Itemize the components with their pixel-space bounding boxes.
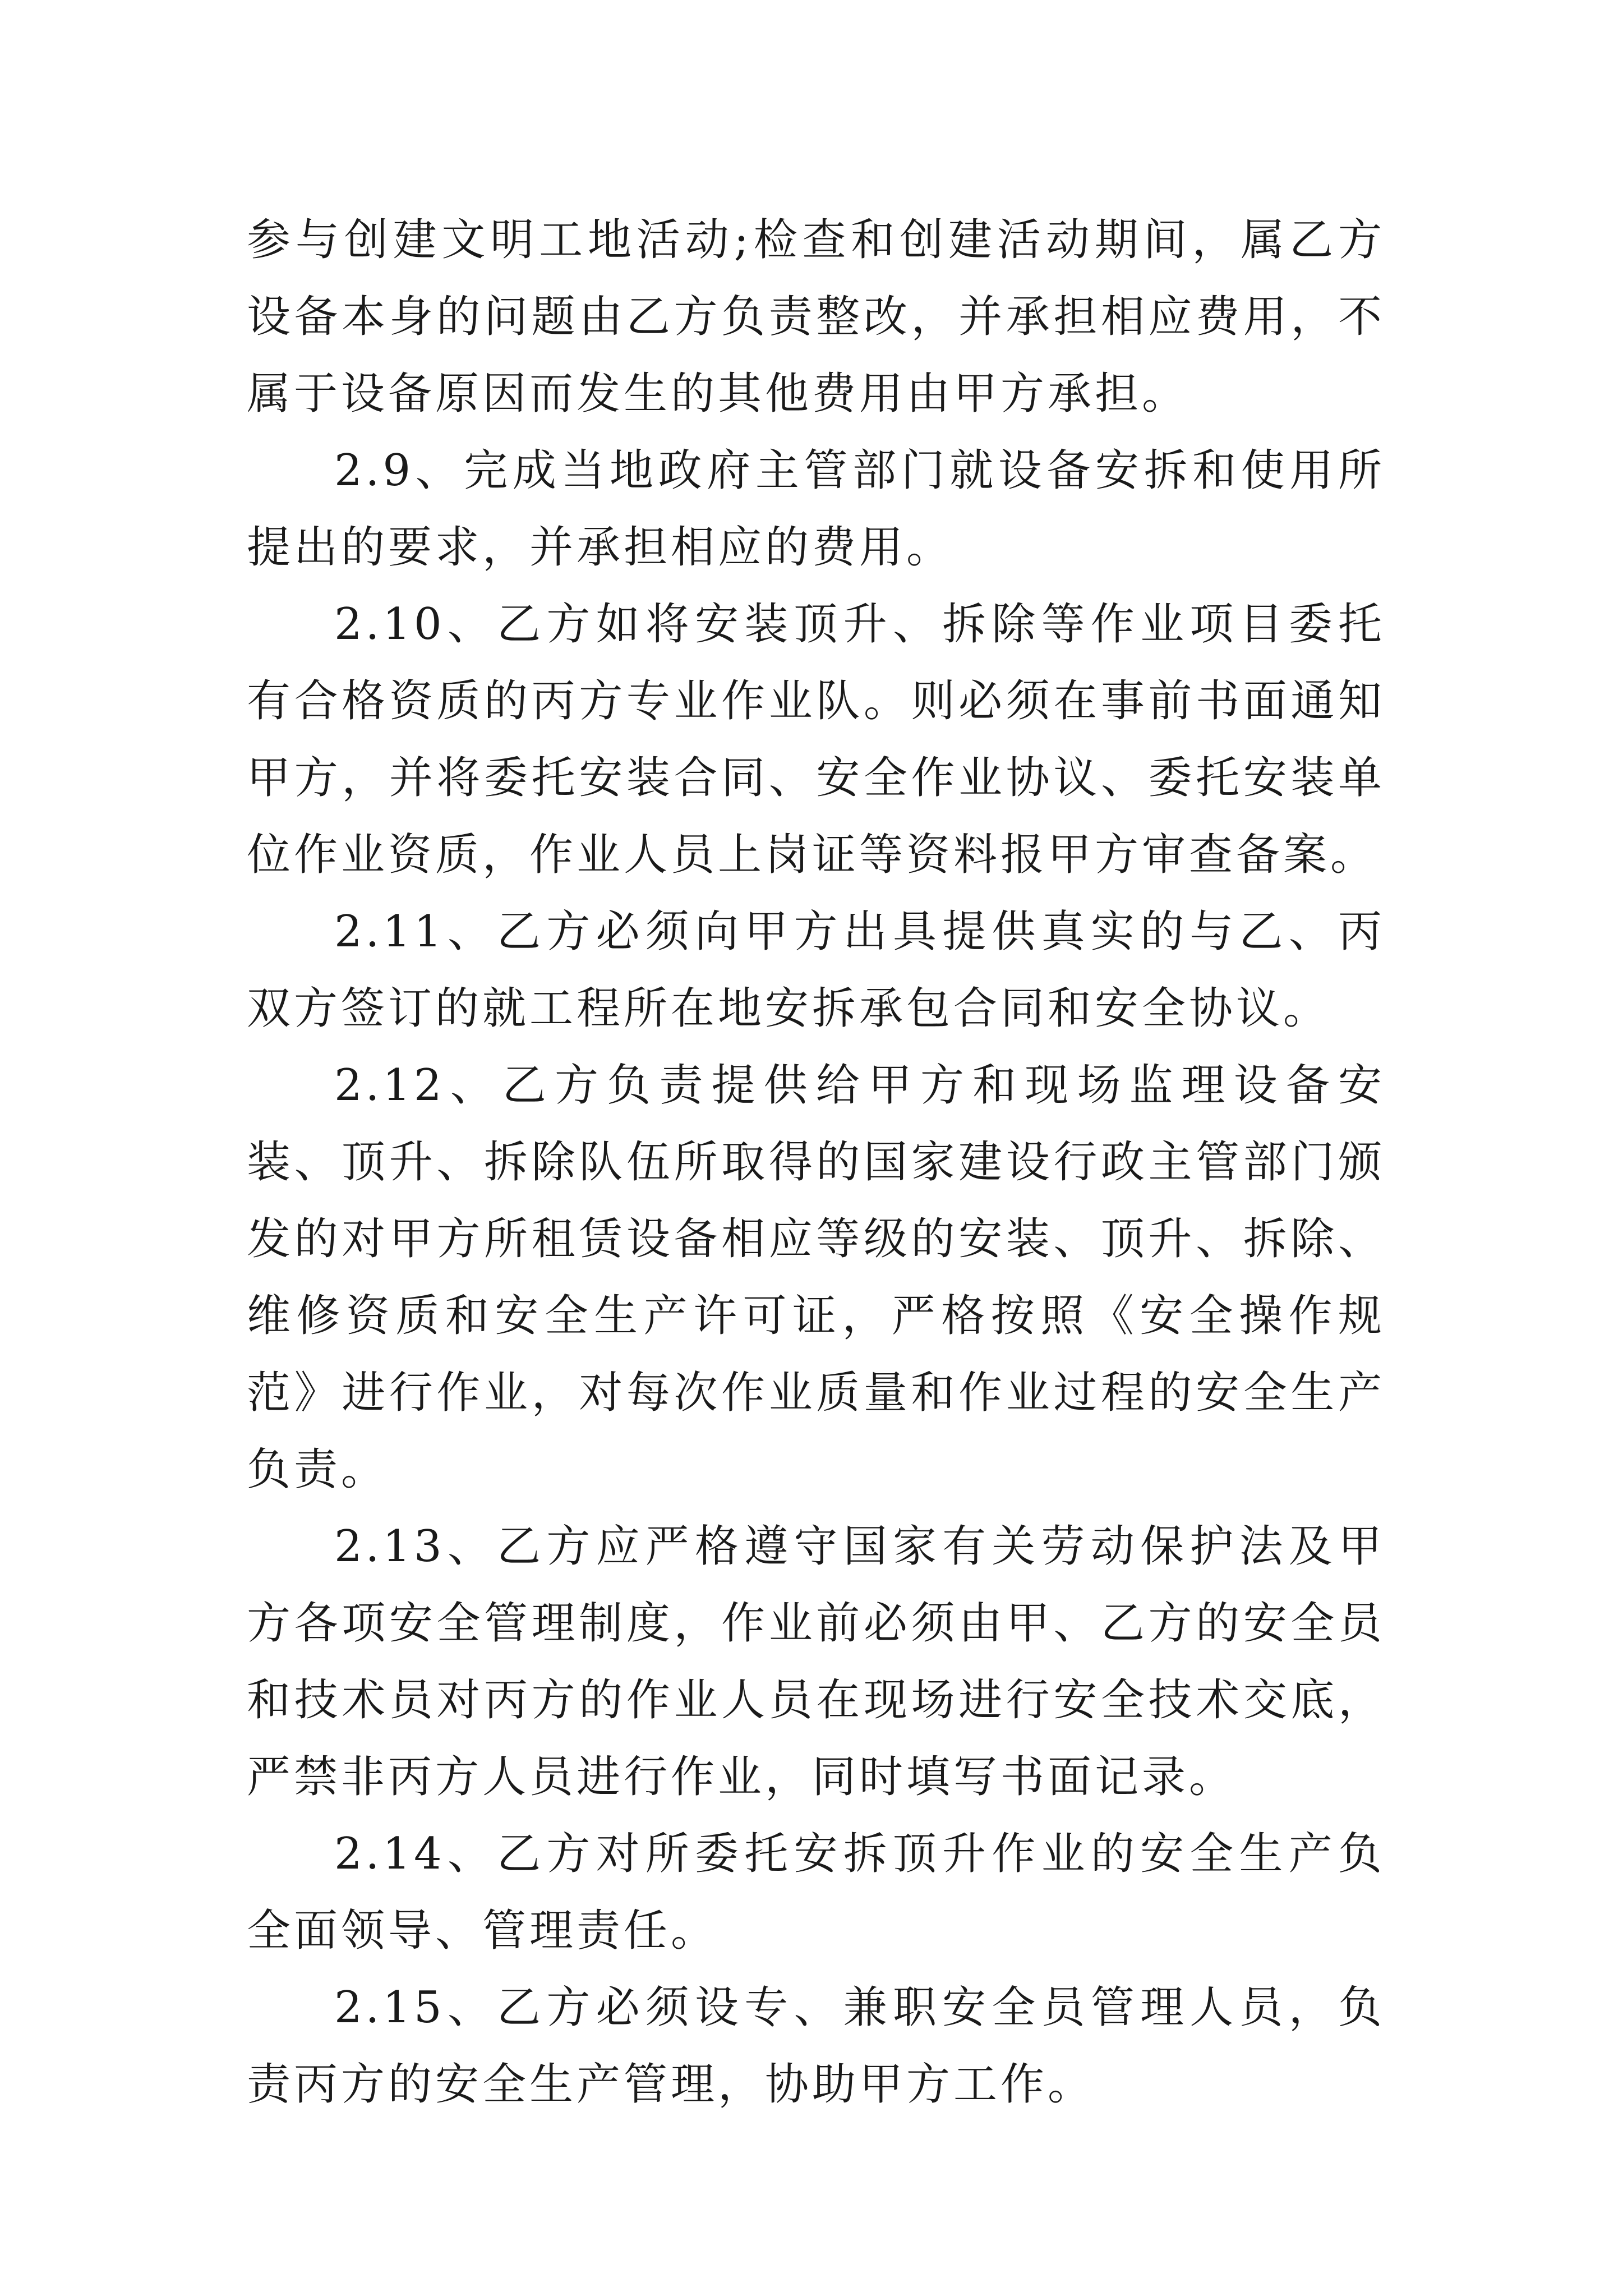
paragraph-continuation: 参与创建文明工地活动;检查和创建活动期间，属乙方设备本身的问题由乙方负责整改，并承担相应费用，不属于设备原因而发生的其他费用由甲方承担。 [247, 215, 1385, 419]
paragraph-2-14: 2.14、乙方对所委托安拆顶升作业的安全生产负全面领导、管理责任。 [247, 1829, 1385, 1956]
paragraph-2-9: 2.9、完成当地政府主管部门就设备安拆和使用所提出的要求，并承担相应的费用。 [247, 445, 1385, 573]
paragraph-2-15: 2.15、乙方必须设专、兼职安全员管理人员，负责丙方的安全生产管理，协助甲方工作。 [247, 1982, 1385, 2110]
paragraph-2-13: 2.13、乙方应严格遵守国家有关劳动保护法及甲方各项安全管理制度，作业前必须由甲、乙方的安全员和技术员对丙方的作业人员在现场进行安全技术交底，严禁非丙方人员进行作业，同时填写书面记录。 [247, 1521, 1385, 1802]
paragraph-2-12: 2.12、乙方负责提供给甲方和现场监理设备安装、顶升、拆除队伍所取得的国家建设行政主管部门颁发的对甲方所租赁设备相应等级的安装、顶升、拆除、维修资质和安全生产许可证，严格按照《安全操作规范》进行作业，对每次作业质量和作业过程的安全生产负责。 [247, 1060, 1385, 1495]
document-body [247, 202, 1385, 2123]
paragraph-2-11: 2.11、乙方必须向甲方出具提供真实的与乙、丙双方签订的就工程所在地安拆承包合同和安全协议。 [247, 907, 1385, 1034]
paragraph-2-10: 2.10、乙方如将安装顶升、拆除等作业项目委托有合格资质的丙方专业作业队。则必须在事前书面通知甲方，并将委托安装合同、安全作业协议、委托安装单位作业资质，作业人员上岗证等资料报甲方审查备案。 [247, 599, 1385, 880]
